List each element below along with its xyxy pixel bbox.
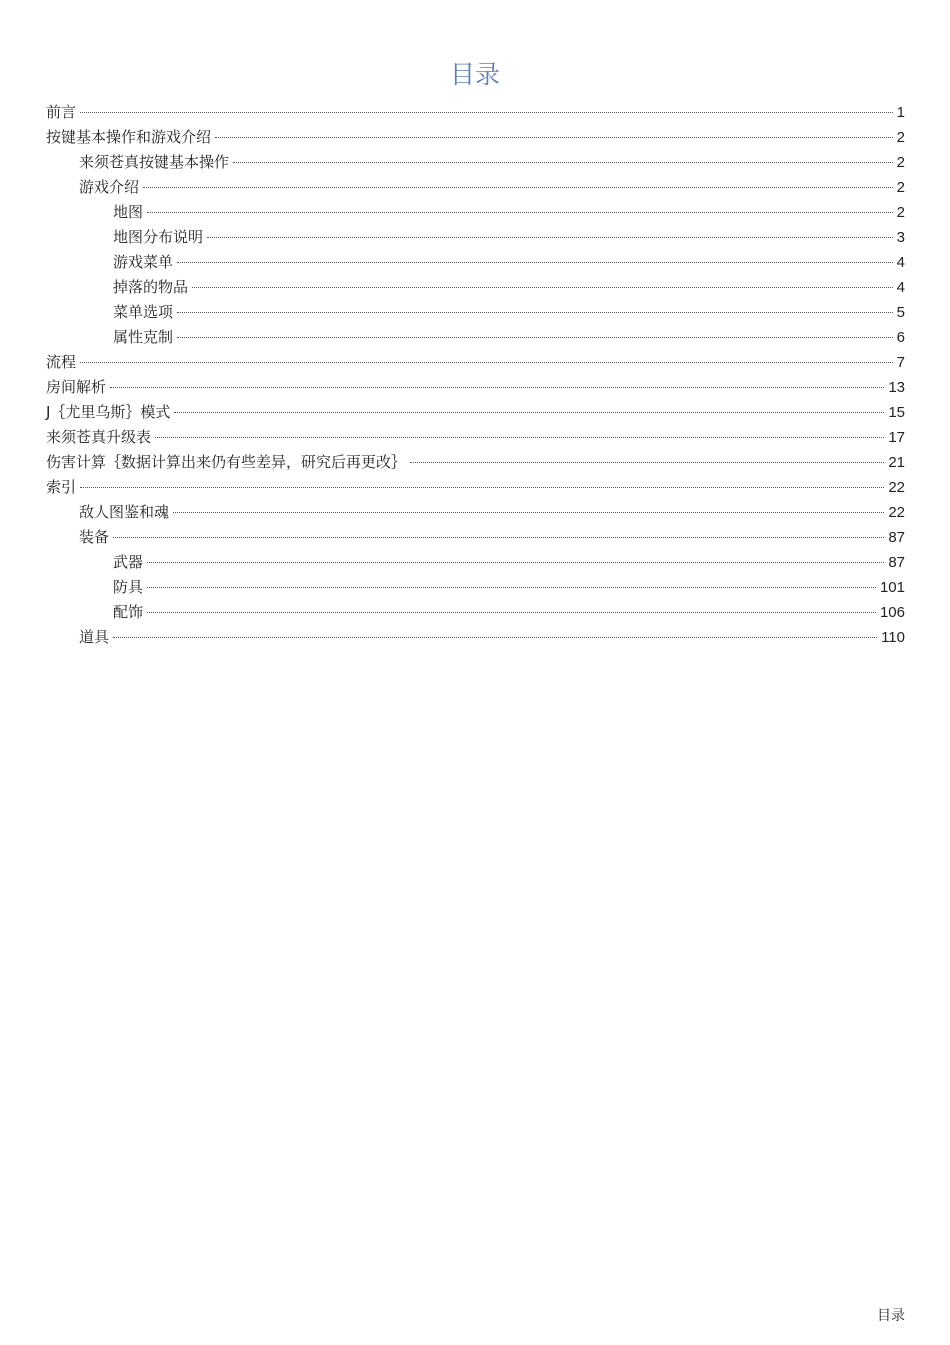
toc-entry-page: 22 (888, 479, 905, 496)
toc-dot-leader (215, 137, 893, 138)
toc-dot-leader (80, 487, 884, 488)
toc-entry-page: 6 (896, 329, 905, 346)
toc-entry-page: 22 (888, 504, 905, 521)
toc-dot-leader (177, 312, 893, 313)
toc-dot-leader (174, 412, 884, 413)
toc-entry-walkthrough[interactable] (46, 350, 905, 375)
toc-dot-leader (177, 337, 893, 338)
toc-entry-page: 2 (896, 129, 905, 146)
toc-dot-leader (80, 112, 893, 113)
toc-entry-page: 4 (896, 254, 905, 271)
toc-entry-label: 菜单选项 (113, 303, 174, 321)
toc-entry-page: 3 (896, 229, 905, 246)
toc-dot-leader (173, 512, 884, 513)
toc-dot-leader (147, 212, 893, 213)
toc-dot-leader (155, 437, 884, 438)
toc-dot-leader (80, 362, 893, 363)
toc-entry-label: 地图 (113, 203, 144, 221)
toc-entry-soma-controls[interactable] (46, 150, 905, 175)
toc-entry-foreword[interactable] (46, 100, 905, 125)
toc-entry-attribute-weakness[interactable] (46, 325, 905, 350)
toc-entry-weapons[interactable] (46, 550, 905, 575)
toc-entry-label: 前言 (46, 103, 77, 121)
toc-dot-leader (410, 462, 884, 463)
toc-entry-label: 装备 (79, 528, 110, 546)
toc-entry-damage-calculation[interactable] (46, 450, 905, 475)
toc-entry-game-menu[interactable] (46, 250, 905, 275)
toc-entry-label: 房间解析 (46, 378, 107, 396)
toc-entry-page: 7 (896, 354, 905, 371)
toc-entry-page: 15 (888, 404, 905, 421)
toc-entry-page: 87 (888, 529, 905, 546)
toc-entry-label: 武器 (113, 553, 144, 571)
toc-entry-label: J｛尤里乌斯｝模式 (46, 403, 171, 421)
toc-entry-label: 按键基本操作和游戏介绍 (46, 128, 212, 146)
toc-entry-items[interactable] (46, 625, 905, 650)
toc-entry-label: 索引 (46, 478, 77, 496)
toc-entry-page: 106 (879, 604, 905, 621)
toc-dot-leader (147, 587, 876, 588)
toc-entry-julius-mode[interactable] (46, 400, 905, 425)
toc-dot-leader (143, 187, 893, 188)
toc-dot-leader (207, 237, 893, 238)
toc-dot-leader (113, 537, 884, 538)
toc-entry-label: 道具 (79, 628, 110, 646)
toc-entry-page: 4 (896, 279, 905, 296)
toc-title: 目录 (449, 60, 500, 89)
toc-entry-page: 101 (879, 579, 905, 596)
toc-entry-index[interactable] (46, 475, 905, 500)
toc-entry-page: 13 (888, 379, 905, 396)
toc-entry-page: 2 (896, 154, 905, 171)
toc-entry-equipment[interactable] (46, 525, 905, 550)
toc-entry-controls-and-intro[interactable] (46, 125, 905, 150)
toc-entry-armor[interactable] (46, 575, 905, 600)
toc-entry-page: 17 (888, 429, 905, 446)
toc-entry-label: 游戏介绍 (79, 178, 140, 196)
toc-entry-game-intro[interactable] (46, 175, 905, 200)
toc-dot-leader (233, 162, 893, 163)
toc-dot-leader (147, 612, 876, 613)
toc-entry-label: 伤害计算｛数据计算出来仍有些差异，研究后再更改｝ (46, 453, 407, 471)
toc-entry-label: 地图分布说明 (113, 228, 204, 246)
toc-entry-enemy-list-souls[interactable] (46, 500, 905, 525)
toc-entry-label: 来须苍真升级表 (46, 428, 152, 446)
toc-dot-leader (113, 637, 877, 638)
table-of-contents (46, 100, 905, 650)
toc-entry-page: 110 (881, 629, 905, 646)
toc-entry-page: 87 (888, 554, 905, 571)
toc-entry-accessories[interactable] (46, 600, 905, 625)
toc-entry-label: 敌人图鉴和魂 (79, 503, 170, 521)
toc-entry-menu-options[interactable] (46, 300, 905, 325)
toc-entry-page: 5 (896, 304, 905, 321)
toc-entry-page: 1 (896, 104, 905, 121)
toc-entry-label: 掉落的物品 (113, 278, 189, 296)
toc-entry-label: 游戏菜单 (113, 253, 174, 271)
toc-entry-map[interactable] (46, 200, 905, 225)
toc-dot-leader (110, 387, 884, 388)
toc-dot-leader (147, 562, 884, 563)
toc-dot-leader (177, 262, 893, 263)
toc-entry-map-layout[interactable] (46, 225, 905, 250)
toc-entry-label: 配饰 (113, 603, 144, 621)
toc-entry-label: 防具 (113, 578, 144, 596)
toc-entry-page: 21 (888, 454, 905, 471)
toc-entry-dropped-items[interactable] (46, 275, 905, 300)
toc-entry-room-analysis[interactable] (46, 375, 905, 400)
toc-entry-label: 来须苍真按键基本操作 (79, 153, 230, 171)
toc-entry-page: 2 (896, 179, 905, 196)
toc-entry-soma-level-table[interactable] (46, 425, 905, 450)
toc-entry-label: 流程 (46, 353, 77, 371)
page-footer: 目录 (877, 1308, 905, 1324)
toc-dot-leader (192, 287, 893, 288)
toc-entry-page: 2 (896, 204, 905, 221)
toc-entry-label: 属性克制 (113, 328, 174, 346)
